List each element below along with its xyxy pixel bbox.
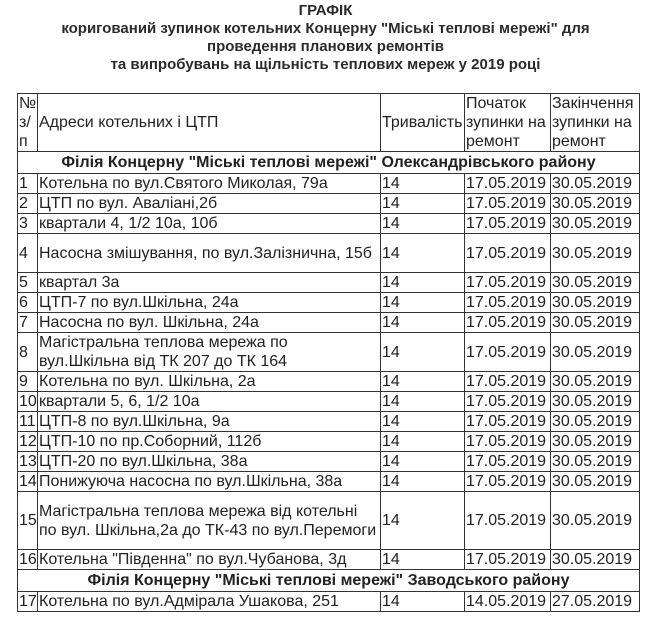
table-row: [18, 452, 640, 472]
table-row: [18, 194, 640, 214]
row-address: квартали 5, 6, 1/2 10а: [38, 392, 381, 412]
row-end-date: 30.05.2019: [551, 194, 640, 214]
table-row: [18, 472, 640, 492]
row-address: ЦТП-20 по вул.Шкільна, 38а: [38, 452, 381, 472]
row-number: 17: [19, 593, 37, 610]
row-address: ЦТП-10 по пр.Соборний, 112б: [38, 432, 381, 452]
header-duration: Тривалість: [381, 94, 465, 152]
row-end-date: 30.05.2019: [551, 313, 640, 333]
row-end-date: 30.05.2019: [551, 432, 640, 452]
row-address: Насосна по вул. Шкільна, 24а: [38, 313, 381, 333]
row-number: 14: [19, 473, 37, 490]
row-duration: 14: [381, 392, 465, 412]
table-row: [18, 372, 640, 392]
table-row: [18, 234, 640, 273]
row-end-date: 30.05.2019: [551, 174, 640, 194]
row-duration: 14: [381, 492, 465, 550]
header-end: Закінчення зупинки на ремонт: [551, 94, 640, 152]
row-number: 8: [18, 333, 38, 372]
table-row: [18, 293, 640, 313]
row-end-date: 30.05.2019: [551, 273, 640, 293]
section-title: Філія Концерну "Міські теплові мережі" Заводського району: [18, 570, 640, 592]
row-address: Магістральна теплова мережа від котельні по вул. Шкільна,2а до ТК-43 по вул.Перемоги: [38, 492, 381, 550]
table-row: [18, 214, 640, 234]
row-start-date: 17.05.2019: [465, 273, 551, 293]
row-duration: 14: [381, 412, 465, 432]
row-start-date: 17.05.2019: [465, 313, 551, 333]
row-address: Котельна по вул.Адмірала Ушакова, 251: [38, 592, 381, 612]
row-duration: 14: [381, 592, 465, 612]
title-line-1: ГРАФІК: [298, 2, 353, 19]
row-start-date: 17.05.2019: [465, 432, 551, 452]
row-number: 10: [19, 393, 37, 410]
row-end-date: 30.05.2019: [551, 472, 640, 492]
row-end-date: 30.05.2019: [551, 492, 640, 550]
row-number: 6: [18, 293, 38, 313]
row-address: ЦТП по вул. Аваліані,2б: [38, 194, 381, 214]
header-num: № з/п: [19, 95, 37, 150]
row-address: ЦТП-8 по вул.Шкільна, 9а: [38, 412, 381, 432]
row-number: 11: [19, 413, 36, 430]
table-row: [18, 333, 640, 372]
row-duration: 14: [381, 194, 465, 214]
row-start-date: 17.05.2019: [465, 293, 551, 313]
row-duration: 14: [381, 432, 465, 452]
document-title: [0, 0, 651, 74]
header-start: Початок зупинки на ремонт: [465, 94, 551, 152]
row-number: 3: [18, 214, 38, 234]
table-row: [18, 550, 640, 570]
row-duration: 14: [381, 313, 465, 333]
section-title: Філія Концерну "Міські теплові мережі" Олександрівського району: [18, 152, 640, 174]
table-row: [18, 313, 640, 333]
row-end-date: 30.05.2019: [551, 452, 640, 472]
row-end-date: 30.05.2019: [551, 412, 640, 432]
row-number: 12: [19, 433, 37, 450]
table-row: [18, 392, 640, 412]
row-start-date: 17.05.2019: [465, 234, 551, 273]
table-row: [18, 432, 640, 452]
row-start-date: 17.05.2019: [465, 214, 551, 234]
row-address: Насосна змішування, по вул.Залізнична, 15б: [38, 234, 381, 273]
row-start-date: 17.05.2019: [465, 452, 551, 472]
row-duration: 14: [381, 273, 465, 293]
table-row: [18, 412, 640, 432]
table-row: [18, 492, 640, 550]
row-number: 15: [18, 492, 38, 550]
title-line-4: та випробувань на щільність теплових мереж у 2019 році: [110, 56, 541, 73]
header-row: [18, 94, 640, 152]
row-number: 1: [18, 174, 38, 194]
row-start-date: 17.05.2019: [465, 174, 551, 194]
row-duration: 14: [381, 472, 465, 492]
schedule-table: [17, 93, 640, 612]
row-number: 5: [18, 273, 38, 293]
row-start-date: 17.05.2019: [465, 333, 551, 372]
row-address: Котельна по вул.Святого Миколая, 79а: [38, 174, 381, 194]
row-start-date: 17.05.2019: [465, 550, 551, 570]
row-end-date: 30.05.2019: [551, 333, 640, 372]
row-duration: 14: [381, 372, 465, 392]
row-duration: 14: [381, 214, 465, 234]
title-line-2: коригований зупинок котельних Концерну "Міські теплові мережі" для: [61, 20, 590, 37]
row-end-date: 27.05.2019: [551, 592, 640, 612]
section-row: [18, 152, 640, 174]
row-number: 16: [19, 551, 37, 568]
row-number: 7: [18, 313, 38, 333]
row-start-date: 17.05.2019: [465, 372, 551, 392]
section-row: [18, 570, 640, 592]
row-start-date: 17.05.2019: [465, 472, 551, 492]
row-end-date: 30.05.2019: [551, 372, 640, 392]
row-address: Магістральна теплова мережа по вул.Шкільна від ТК 207 до ТК 164: [38, 333, 381, 372]
row-end-date: 30.05.2019: [551, 214, 640, 234]
row-duration: 14: [381, 293, 465, 313]
row-number: 13: [19, 453, 37, 470]
row-duration: 14: [381, 234, 465, 273]
row-end-date: 30.05.2019: [551, 550, 640, 570]
row-address: квартал 3а: [38, 273, 381, 293]
row-end-date: 30.05.2019: [551, 392, 640, 412]
header-address: Адреси котельних і ЦТП: [38, 94, 381, 152]
row-duration: 14: [381, 174, 465, 194]
row-start-date: 17.05.2019: [465, 412, 551, 432]
title-line-3: проведення планових ремонтів: [207, 38, 444, 55]
row-address: Понижуюча насосна по вул.Шкільна, 38а: [38, 472, 381, 492]
row-duration: 14: [381, 333, 465, 372]
table-row: [18, 174, 640, 194]
row-end-date: 30.05.2019: [551, 293, 640, 313]
row-number: 4: [18, 234, 38, 273]
row-end-date: 30.05.2019: [551, 234, 640, 273]
row-address: Котельна "Південна" по вул.Чубанова, 3д: [38, 550, 381, 570]
row-duration: 14: [381, 452, 465, 472]
row-start-date: 14.05.2019: [465, 592, 551, 612]
row-number: 2: [18, 194, 38, 214]
table-row: [18, 273, 640, 293]
row-address: квартали 4, 1/2 10а, 10б: [38, 214, 381, 234]
row-address: ЦТП-7 по вул.Шкільна, 24а: [38, 293, 381, 313]
table-row: [18, 592, 640, 612]
row-start-date: 17.05.2019: [465, 492, 551, 550]
row-start-date: 17.05.2019: [465, 392, 551, 412]
row-start-date: 17.05.2019: [465, 194, 551, 214]
row-address: Котельна по вул. Шкільна, 2а: [38, 372, 381, 392]
row-duration: 14: [381, 550, 465, 570]
row-number: 9: [18, 372, 38, 392]
